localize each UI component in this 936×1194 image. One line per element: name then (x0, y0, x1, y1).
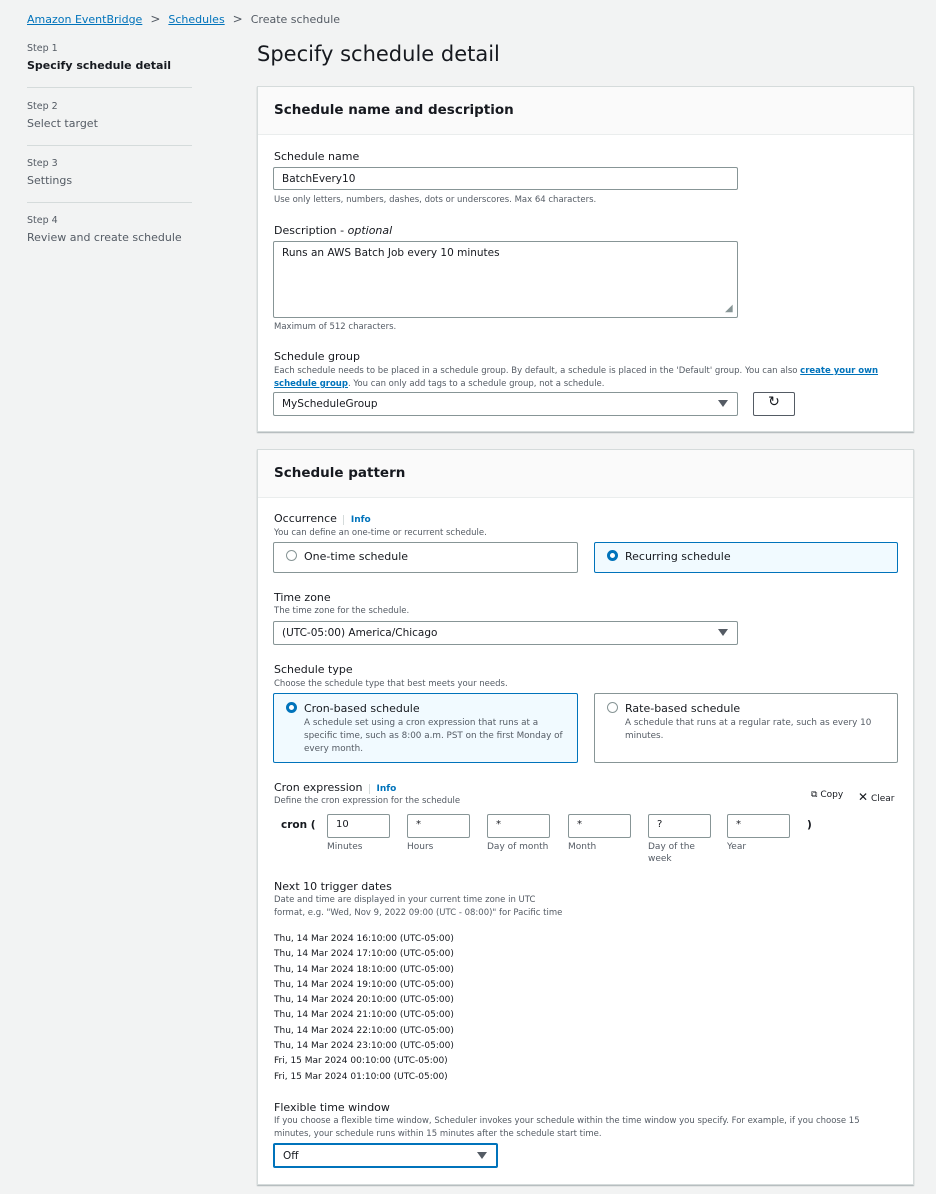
one-time-schedule-option[interactable] (273, 542, 578, 573)
refresh-button[interactable] (753, 392, 795, 416)
clear-label: Clear (870, 794, 895, 804)
step-3-label: Step 3 (27, 158, 58, 169)
label-text: Occurrence (274, 512, 337, 525)
panel-title: Schedule name and description (258, 87, 913, 135)
radio-icon (607, 702, 618, 713)
option-label: One-time schedule (304, 550, 409, 563)
caret-down-icon (718, 629, 728, 636)
caret-down-icon (718, 400, 728, 407)
label-text: Cron expression (274, 781, 363, 794)
trigger-date: Thu, 14 Mar 2024 21:10:00 (UTC-05:00) (274, 1010, 454, 1021)
cron-field-label: Year (727, 842, 747, 852)
flexible-window-select[interactable] (273, 1143, 498, 1168)
divider (27, 202, 192, 203)
option-description: A schedule set using a cron expression that runs at a specific time, such as 8:00 a.m. PST on the first Monday of every month. (304, 718, 563, 754)
chevron-right-icon: > (150, 12, 161, 26)
cron-expression-hint: Define the cron expression for the schedule (274, 796, 461, 806)
panel-title: Schedule pattern (258, 450, 913, 498)
selected-value: MyScheduleGroup (282, 398, 378, 410)
hint-text: . You can only add tags to a schedule group, not a schedule. (347, 379, 605, 389)
schedule-name-input[interactable]: BatchEvery10 (273, 167, 738, 190)
next-trigger-hint-2: format, e.g. "Wed, Nov 9, 2022 09:00 (UTC - 08:00)" for Pacific time (274, 908, 563, 918)
recurring-schedule-option[interactable] (594, 542, 898, 573)
time-zone-select[interactable] (273, 621, 738, 645)
cron-day-of-week-input[interactable]: ? (648, 814, 711, 838)
schedule-type-label: Schedule type (274, 663, 353, 676)
copy-button[interactable] (811, 790, 843, 800)
schedule-name-label: Schedule name (274, 150, 360, 163)
cron-minutes-input[interactable]: 10 (327, 814, 390, 838)
hint-text: Each schedule needs to be placed in a schedule group. By default, a schedule is placed in the 'Default' group. You can also (274, 366, 801, 376)
schedule-group-select[interactable] (273, 392, 738, 416)
trigger-date: Thu, 14 Mar 2024 23:10:00 (UTC-05:00) (274, 1041, 454, 1052)
step-2-label: Step 2 (27, 101, 58, 112)
refresh-icon: ↻ (768, 394, 780, 410)
occurrence-hint: You can define an one-time or recurrent schedule. (274, 528, 487, 538)
step-4-label: Step 4 (27, 215, 58, 226)
trigger-date: Fri, 15 Mar 2024 01:10:00 (UTC-05:00) (274, 1071, 448, 1082)
create-schedule-group-link[interactable]: create your own schedule group (274, 366, 879, 389)
trigger-date: Fri, 15 Mar 2024 00:10:00 (UTC-05:00) (274, 1056, 448, 1067)
divider (27, 145, 192, 146)
breadcrumb-schedules[interactable]: Schedules (168, 12, 225, 26)
option-description: A schedule that runs at a regular rate, such as every 10 minutes. (625, 718, 872, 741)
info-link[interactable]: Info (343, 515, 371, 525)
breadcrumb (27, 12, 340, 26)
flexible-window-hint-1: If you choose a flexible time window, Scheduler invokes your schedule within the time window you specify. For example, if you choose 15 (274, 1116, 860, 1126)
schedule-group-label: Schedule group (274, 350, 360, 363)
cron-day-of-month-input[interactable]: * (487, 814, 550, 838)
page-title: Specify schedule detail (257, 42, 500, 66)
copy-label: Copy (820, 790, 844, 800)
breadcrumb-current: Create schedule (250, 12, 341, 26)
description-label-text: Description - (274, 224, 348, 237)
step-4-title: Review and create schedule (27, 231, 182, 244)
option-label: Rate-based schedule (625, 702, 741, 715)
divider (27, 87, 192, 88)
time-zone-hint: The time zone for the schedule. (274, 606, 410, 616)
description-label (274, 224, 392, 237)
option-label: Recurring schedule (625, 550, 731, 563)
chevron-right-icon: > (232, 12, 243, 26)
rate-based-option[interactable] (594, 693, 898, 763)
copy-icon: ⧉ (811, 790, 818, 800)
cron-expression-label (274, 781, 396, 794)
caret-down-icon (477, 1152, 487, 1159)
cron-suffix: ) (807, 819, 812, 831)
cron-based-option[interactable] (273, 693, 578, 763)
trigger-date: Thu, 14 Mar 2024 18:10:00 (UTC-05:00) (274, 964, 454, 975)
description-textarea[interactable]: Runs an AWS Batch Job every 10 minutes (273, 241, 738, 318)
trigger-date: Thu, 14 Mar 2024 19:10:00 (UTC-05:00) (274, 979, 454, 990)
resize-handle-icon[interactable]: ◢ (725, 303, 733, 314)
trigger-dates-list (274, 932, 454, 1085)
time-zone-label: Time zone (274, 591, 331, 604)
optional-tag: optional (347, 224, 393, 237)
cron-month-input[interactable]: * (568, 814, 631, 838)
flexible-window-label: Flexible time window (274, 1101, 390, 1114)
close-icon: ✕ (858, 790, 869, 804)
trigger-date: Thu, 14 Mar 2024 16:10:00 (UTC-05:00) (274, 934, 454, 944)
clear-button[interactable] (858, 790, 894, 804)
next-trigger-label: Next 10 trigger dates (274, 880, 392, 893)
cron-field-label: Month (568, 842, 597, 852)
selected-value: Off (283, 1150, 299, 1162)
radio-selected-icon (607, 550, 618, 561)
cron-field-label: Day of the week (648, 842, 695, 864)
cron-year-input[interactable]: * (727, 814, 790, 838)
cron-field-label: Hours (407, 842, 434, 852)
flexible-window-hint-2: minutes, your schedule runs within 15 minutes after the schedule start time. (274, 1129, 602, 1139)
description-hint: Maximum of 512 characters. (274, 322, 397, 332)
trigger-date: Thu, 14 Mar 2024 20:10:00 (UTC-05:00) (274, 995, 454, 1006)
schedule-type-hint: Choose the schedule type that best meets your needs. (274, 679, 508, 689)
step-1-title[interactable]: Specify schedule detail (27, 59, 172, 72)
option-label: Cron-based schedule (304, 702, 420, 715)
radio-selected-icon (286, 702, 297, 713)
breadcrumb-eventbridge[interactable]: Amazon EventBridge (27, 12, 143, 26)
info-link[interactable]: Info (369, 784, 397, 794)
step-1-label: Step 1 (27, 43, 58, 54)
schedule-name-hint: Use only letters, numbers, dashes, dots or underscores. Max 64 characters. (274, 195, 597, 205)
trigger-date: Thu, 14 Mar 2024 17:10:00 (UTC-05:00) (274, 949, 454, 960)
next-trigger-hint-1: Date and time are displayed in your current time zone in UTC (274, 895, 536, 905)
step-2-title: Select target (27, 117, 98, 130)
cron-prefix: cron ( (281, 819, 316, 831)
cron-field-label: Minutes (327, 842, 363, 852)
occurrence-label (274, 512, 371, 525)
cron-field-label: Day of month (487, 842, 549, 852)
radio-icon (286, 550, 297, 561)
step-3-title: Settings (27, 174, 73, 187)
schedule-group-hint (274, 365, 896, 391)
selected-value: (UTC-05:00) America/Chicago (282, 627, 438, 639)
cron-hours-input[interactable]: * (407, 814, 470, 838)
trigger-date: Thu, 14 Mar 2024 22:10:00 (UTC-05:00) (274, 1025, 454, 1036)
